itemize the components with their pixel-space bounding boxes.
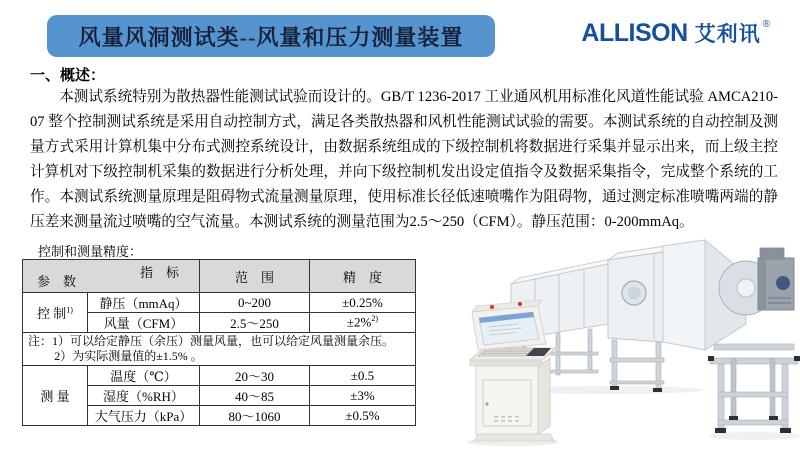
range-cell: 80～1060 — [200, 406, 310, 426]
overview-paragraph: 本测试系统特别为散热器性能测试试验而设计的。GB/T 1236-2017 工业通风机用标准化风道性能试验 AMCA210-07 整个控制测试系统是采用自动控制方式，满足各类散热器和风机性能测试试验的需要。本测试系统的自动控制及测量方式采用计算机集中分布式测控系统设计，由数据系统组成的下级控制机将数据进行采集并显示出来，而上级主控计算机对下级控制机采集的数据进行分析处理，并向下级控制机发出设定值指令及数据采集指令，完成整个系统的工作。本测试系统测量原理是阻碍物式流量测量原理，使用标准长径低速喷嘴作为阻碍物，通过测定标准喷嘴两端的静压差来测量流过喷嘴的空气流量。本测试系统的测量范围为2.5～250（CFM）。静压范围：0-200mmAq。 — [30, 89, 778, 230]
cabinet-door — [483, 380, 531, 426]
company-logo — [581, 18, 770, 48]
header-accuracy-label: 精 度 — [310, 260, 416, 293]
range-cell: 2.5～250 — [200, 313, 310, 333]
spec-table — [22, 259, 416, 426]
diagonal-header-cell — [23, 260, 200, 293]
indicator-cell: 温度（℃） — [88, 366, 200, 386]
table-row — [23, 366, 416, 386]
page-title-banner — [47, 15, 495, 57]
overview-heading: 一、概述： — [30, 68, 106, 84]
indicator-light — [518, 302, 522, 306]
indicator-light — [490, 305, 494, 309]
indicator-cell: 大气压力（kPa） — [88, 406, 200, 426]
registered-trademark-icon: ® — [762, 19, 770, 30]
page-title: 风量风洞测试类--风量和压力测量装置 — [78, 24, 464, 50]
range-cell: 20～30 — [200, 366, 310, 386]
equipment-photo — [458, 238, 800, 450]
accuracy-cell: ±3% — [310, 386, 416, 406]
accuracy-cell — [310, 293, 416, 313]
accuracy-cell: ±0.5% — [310, 406, 416, 426]
measure-group-label: 测 量 — [23, 366, 88, 426]
accuracy-cell — [310, 313, 416, 333]
header-parameter-label: 参 数 — [37, 274, 77, 289]
note-line-1: 注：1）可以给定静压（余压）测量风量，也可以给定风量测量余压。 — [28, 334, 395, 348]
fan-unit — [708, 248, 800, 433]
indicator-cell: 静压（mmAq） — [88, 293, 200, 313]
indicator-cell: 风量（CFM） — [88, 313, 200, 333]
fan-stand — [710, 344, 798, 428]
header-range-label: 范 围 — [200, 260, 310, 293]
logo-wordmark: ALLISON — [581, 19, 688, 47]
accuracy-value: ±0.25% — [342, 294, 383, 310]
range-cell: 40～85 — [200, 386, 310, 406]
notes-cell — [23, 333, 416, 366]
table-row — [23, 293, 416, 313]
table-notes-row — [23, 333, 416, 366]
accuracy-footnote: 2) — [371, 314, 379, 324]
accuracy-cell: ±0.5 — [310, 366, 416, 386]
shadow — [708, 432, 800, 440]
accuracy-value: ±2% — [346, 314, 372, 330]
control-group-label — [23, 293, 88, 333]
header-indicator-label: 指 标 — [139, 265, 179, 280]
spec-table-header-row — [23, 260, 416, 293]
spec-table-caption: 控制和测量精度： — [38, 244, 143, 259]
indicator-cell: 湿度（%RH） — [88, 386, 200, 406]
logo-chinese-name: 艾利讯 — [694, 23, 761, 46]
control-label-footnote: 1) — [66, 305, 73, 315]
control-label-text: 控 制 — [37, 306, 67, 321]
range-cell: 0~200 — [200, 293, 310, 313]
fan-inlet — [776, 276, 790, 290]
note-line-2: 2）为实际测量值的±1.5% 。 — [54, 349, 203, 363]
